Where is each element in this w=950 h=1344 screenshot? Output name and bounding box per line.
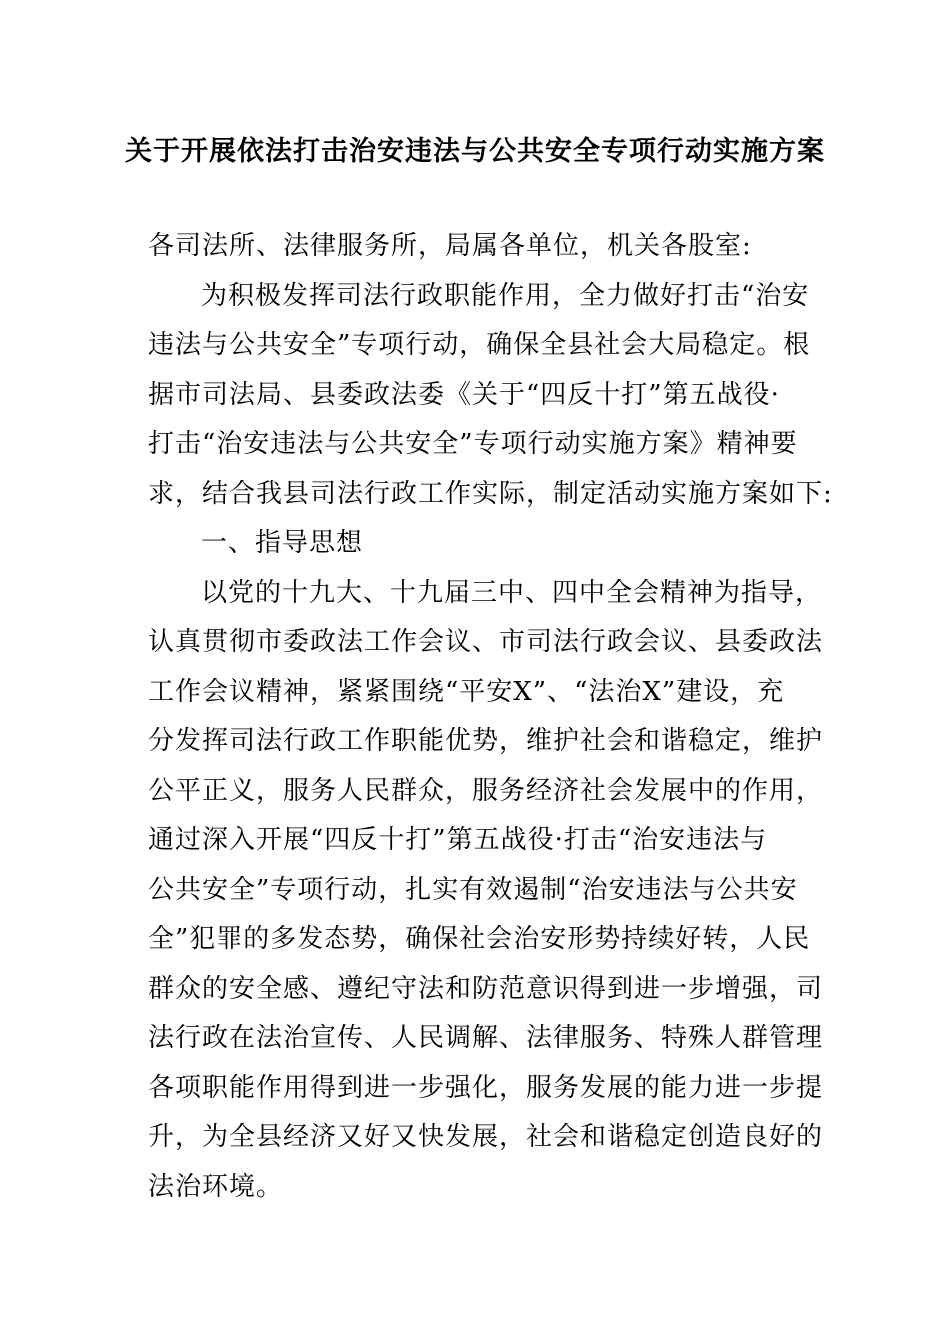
- section-heading: 一、指导思想: [201, 528, 364, 558]
- paragraph-line: 公平正义，服务人民群众，服务经济社会发展中的作用，: [148, 775, 824, 806]
- paragraph-line: 违法与公共安全”专项行动，确保全县社会大局稳定。根: [148, 330, 811, 360]
- paragraph-line: 求，结合我县司法行政工作实际，制定活动实施方案如下:: [148, 478, 833, 509]
- paragraph-line: 法治环境。: [148, 1171, 284, 1202]
- paragraph-line: 据市司法局、县委政法委《关于“四反十打”第五战役·: [148, 379, 780, 410]
- paragraph-line: 分发挥司法行政工作职能优势，维护社会和谐稳定，维护: [148, 726, 824, 756]
- paragraph-line: 全”犯罪的多发态势，确保社会治安形势持续好转，人民: [148, 924, 811, 954]
- paragraph-line: 群众的安全感、遵纪守法和防范意识得到进一步增强，司: [148, 973, 824, 1004]
- document-title: 关于开展依法打击治安违法与公共安全专项行动实施方案: [125, 136, 825, 167]
- paragraph-line: 通过深入开展“四反十打”第五战役·打击“治安违法与: [148, 825, 768, 855]
- addressee-line: 各司法所、法律服务所，局属各单位，机关各股室:: [148, 231, 752, 261]
- paragraph-line: 升，为全县经济又好又快发展，社会和谐稳定创造良好的: [148, 1122, 824, 1152]
- paragraph-line: 法行政在法治宣传、人民调解、法律服务、特殊人群管理: [148, 1023, 824, 1053]
- paragraph-line: 工作会议精神，紧紧围绕“平安X”、“法治X”建设，充: [148, 676, 785, 707]
- paragraph-line: 以党的十九大、十九届三中、四中全会精神为指导，: [201, 577, 823, 608]
- paragraph-line: 公共安全”专项行动，扎实有效遏制“治安违法与公共安: [148, 874, 798, 905]
- paragraph-line: 各项职能作用得到进一步强化，服务发展的能力进一步提: [148, 1072, 824, 1103]
- document-body: [148, 222, 833, 1212]
- paragraph-line: 为积极发挥司法行政职能作用，全力做好打击“治安: [201, 280, 810, 311]
- paragraph-line: 认真贯彻市委政法工作会议、市司法行政会议、县委政法: [148, 627, 824, 657]
- paragraph-line: 打击“治安违法与公共安全”专项行动实施方案》精神要: [148, 429, 798, 459]
